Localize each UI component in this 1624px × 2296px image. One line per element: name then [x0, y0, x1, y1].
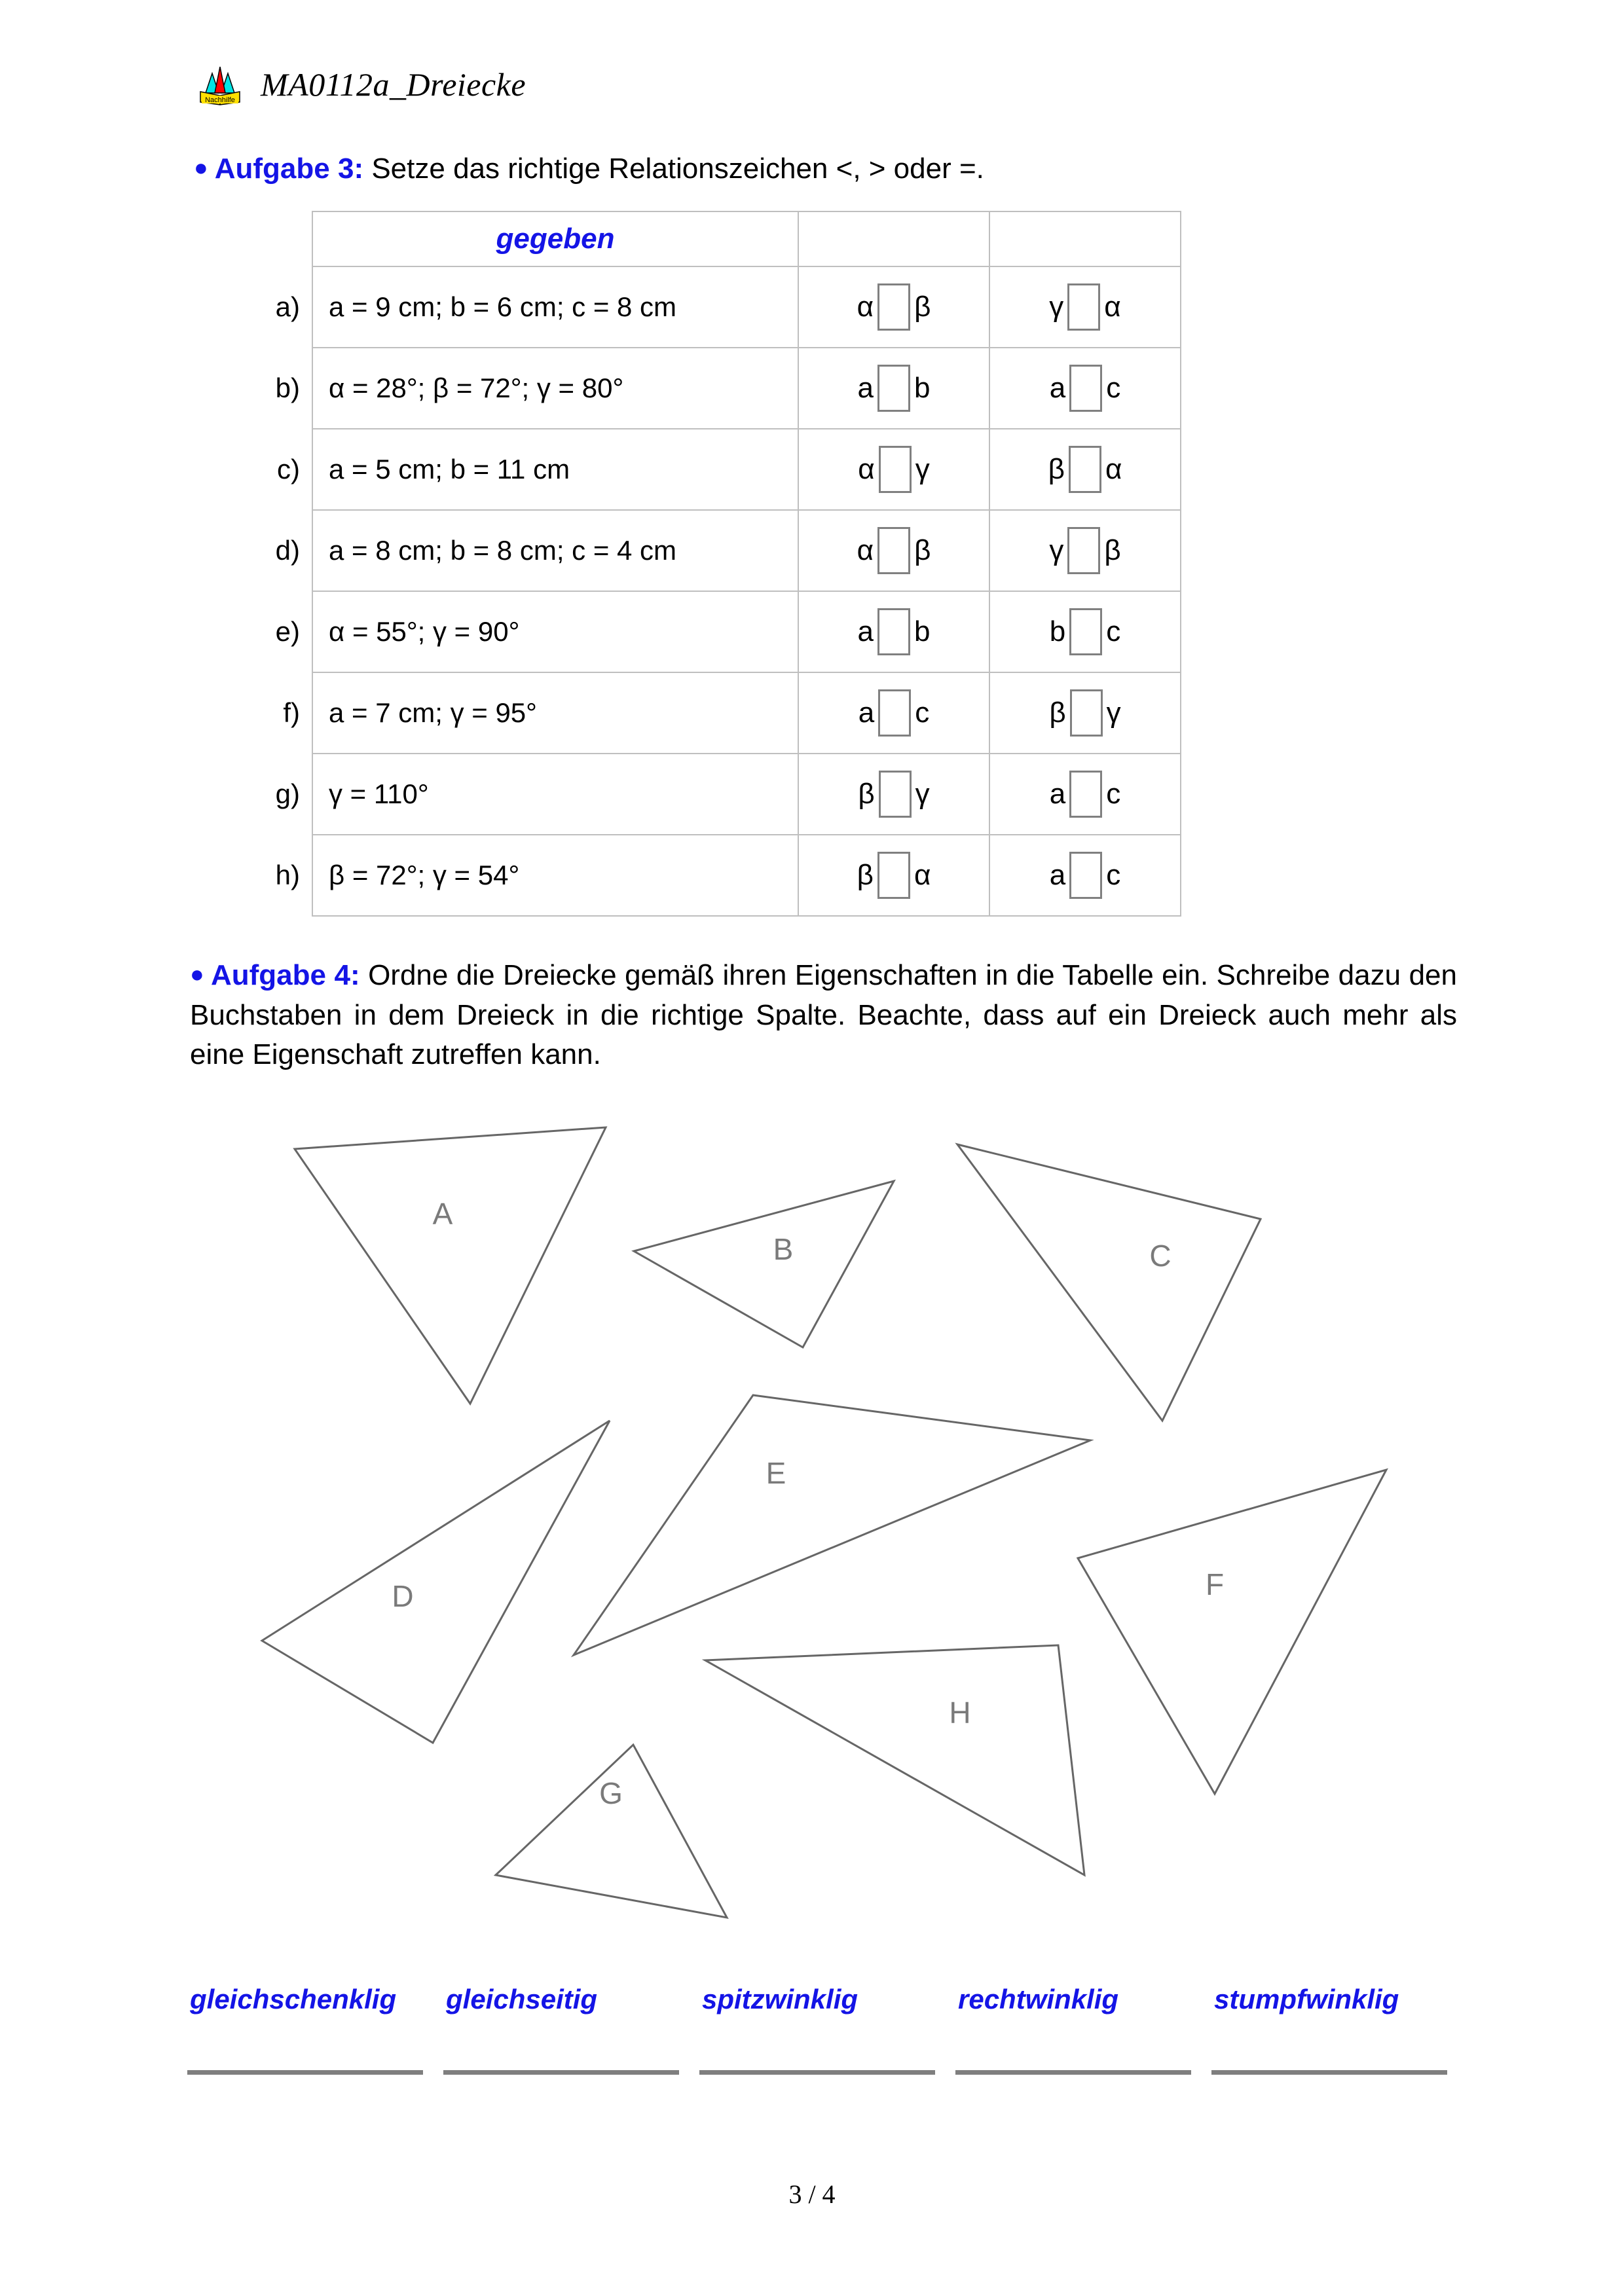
triangle-shape-h [705, 1645, 1084, 1875]
relation-left-symbol: a [857, 615, 874, 647]
table-row [249, 754, 1181, 835]
category-answer-rule[interactable] [955, 2070, 1191, 2075]
relation-answer-box[interactable] [1067, 527, 1100, 574]
relation-right-symbol: γ [915, 778, 930, 810]
triangle-shape-a [295, 1127, 606, 1404]
triangle-shape-c [957, 1144, 1261, 1421]
triangle-label-f: F [1205, 1567, 1225, 1602]
relation-left-symbol: β [858, 778, 875, 810]
relation-answer-box[interactable] [1070, 689, 1103, 737]
row-given: α = 55°; γ = 90° [312, 591, 798, 672]
row-label: c) [277, 454, 300, 484]
row-label: d) [275, 535, 300, 566]
relation-right-symbol: b [914, 615, 931, 647]
task3-heading [194, 149, 984, 189]
category-label: gleichseitig [446, 1984, 598, 2014]
relation-answer-box[interactable] [877, 283, 910, 331]
relation-left-symbol: a [858, 697, 875, 729]
relation-left-symbol: a [1049, 372, 1066, 404]
row-given: a = 7 cm; γ = 95° [312, 672, 798, 754]
table-row [249, 835, 1181, 916]
row-relation-1 [798, 348, 989, 429]
relation-right-symbol: c [915, 697, 930, 729]
triangle-label-e: E [766, 1456, 786, 1491]
row-relation-2 [989, 754, 1181, 835]
relation-table-body [249, 211, 1181, 916]
relation-left-symbol: β [1048, 453, 1065, 485]
row-relation-1 [798, 754, 989, 835]
row-relation-1 [798, 835, 989, 916]
row-relation-1 [798, 591, 989, 672]
relation-left-symbol: a [1049, 859, 1066, 891]
relation-answer-box[interactable] [877, 852, 910, 899]
relation-answer-box[interactable] [877, 365, 910, 412]
table-row [249, 266, 1181, 348]
row-label: g) [275, 778, 300, 809]
category-label: spitzwinklig [702, 1984, 858, 2014]
row-label: f) [283, 697, 300, 728]
row-label: e) [275, 616, 300, 647]
row-relation-1 [798, 510, 989, 591]
category-label: rechtwinklig [958, 1984, 1119, 2014]
row-relation-1 [798, 266, 989, 348]
triangle-label-b: B [773, 1232, 794, 1267]
row-relation-2 [989, 429, 1181, 510]
relation-answer-box[interactable] [879, 771, 912, 818]
relation-right-symbol: γ [1106, 697, 1121, 729]
relation-left-symbol: β [857, 859, 874, 891]
table-row [249, 510, 1181, 591]
document-title: MA0112a_Dreiecke [261, 66, 526, 103]
relation-right-symbol: γ [915, 453, 930, 485]
relation-left-symbol: γ [1049, 534, 1064, 566]
relation-left-symbol: a [857, 372, 874, 404]
relation-answer-box[interactable] [1067, 283, 1100, 331]
triangle-label-d: D [392, 1579, 414, 1614]
relation-right-symbol: c [1106, 372, 1121, 404]
relation-right-symbol: α [1104, 291, 1121, 323]
task4-label: Aufgabe 4: [211, 959, 360, 991]
relation-answer-box[interactable] [1069, 608, 1102, 655]
header-rel1-cell [798, 211, 989, 266]
relation-right-symbol: b [914, 372, 931, 404]
category-column-rechtwinklig [955, 1984, 1211, 2075]
relation-left-symbol: γ [1049, 291, 1064, 323]
relation-right-symbol: c [1106, 615, 1121, 647]
row-given: a = 9 cm; b = 6 cm; c = 8 cm [312, 266, 798, 348]
header-given-cell: gegeben [312, 211, 798, 266]
relation-answer-box[interactable] [877, 608, 910, 655]
category-answer-rule[interactable] [1211, 2070, 1447, 2075]
task3-label: Aufgabe 3: [214, 153, 364, 185]
row-given: γ = 110° [312, 754, 798, 835]
relation-answer-box[interactable] [1069, 852, 1102, 899]
row-given: a = 8 cm; b = 8 cm; c = 4 cm [312, 510, 798, 591]
relation-left-symbol: α [858, 453, 875, 485]
task4-heading [190, 956, 1457, 1075]
relation-left-symbol: a [1049, 778, 1066, 810]
relation-answer-box[interactable] [1069, 446, 1101, 493]
relation-answer-box[interactable] [879, 446, 912, 493]
relation-left-symbol: b [1049, 615, 1066, 647]
relation-left-symbol: α [857, 291, 874, 323]
relation-table [249, 211, 1181, 917]
table-row [249, 348, 1181, 429]
table-header-row [249, 211, 1181, 266]
relation-right-symbol: β [1104, 534, 1121, 566]
page-number: 3 / 4 [788, 2179, 836, 2209]
row-relation-1 [798, 672, 989, 754]
category-column-gleichseitig [443, 1984, 699, 2075]
triangle-shape-b [634, 1181, 894, 1347]
category-column-spitzwinklig [699, 1984, 955, 2075]
relation-right-symbol: α [913, 859, 931, 891]
category-row [187, 1984, 1467, 2075]
relation-right-symbol: c [1106, 859, 1121, 891]
category-answer-rule[interactable] [187, 2070, 423, 2075]
triangle-shape-g [496, 1745, 727, 1918]
category-label: gleichschenklig [190, 1984, 397, 2014]
category-column-stumpfwinklig [1211, 1984, 1467, 2075]
relation-right-symbol: β [914, 291, 931, 323]
task3-instruction: Setze das richtige Relationszeichen <, > oder =. [363, 153, 984, 185]
row-relation-2 [989, 266, 1181, 348]
triangle-label-a: A [432, 1197, 453, 1231]
row-relation-2 [989, 510, 1181, 591]
row-given: α = 28°; β = 72°; γ = 80° [312, 348, 798, 429]
relation-left-symbol: β [1049, 697, 1066, 729]
category-label: stumpfwinklig [1214, 1984, 1399, 2014]
row-relation-2 [989, 591, 1181, 672]
svg-text:Nachhilfe: Nachhilfe [205, 96, 235, 104]
triangle-label-h: H [949, 1696, 971, 1730]
row-relation-2 [989, 672, 1181, 754]
category-answer-rule[interactable] [443, 2070, 679, 2075]
table-row [249, 429, 1181, 510]
document-header [196, 63, 526, 106]
category-column-gleichschenklig [187, 1984, 443, 2075]
relation-right-symbol: c [1106, 778, 1121, 810]
row-relation-1 [798, 429, 989, 510]
table-row [249, 672, 1181, 754]
row-given: β = 72°; γ = 54° [312, 835, 798, 916]
header-rel2-cell [989, 211, 1181, 266]
row-given: a = 5 cm; b = 11 cm [312, 429, 798, 510]
relation-right-symbol: α [1105, 453, 1122, 485]
bullet-icon: ● [194, 153, 208, 181]
bullet-icon: ● [190, 960, 204, 987]
relation-right-symbol: β [914, 534, 931, 566]
relation-answer-box[interactable] [1069, 365, 1102, 412]
relation-left-symbol: α [857, 534, 874, 566]
relation-answer-box[interactable] [1069, 771, 1102, 818]
table-row [249, 591, 1181, 672]
relation-answer-box[interactable] [878, 689, 911, 737]
triangle-shape-f [1078, 1470, 1386, 1794]
relation-answer-box[interactable] [877, 527, 910, 574]
task4-instruction: Ordne die Dreiecke gemäß ihren Eigenschaften in die Tabelle ein. Schreibe dazu den Buchstaben in dem Dreieck in die richtige Spalte. Beachte, dass auf ein Dreieck auch mehr als eine Eigenschaft zutreffen kann. [190, 959, 1457, 1071]
triangle-shape-e [574, 1395, 1090, 1655]
triangle-label-c: C [1149, 1239, 1172, 1273]
row-relation-2 [989, 348, 1181, 429]
nachhilfe-mountain-book-icon [196, 63, 244, 106]
row-relation-2 [989, 835, 1181, 916]
triangle-shape-d [262, 1421, 610, 1743]
triangle-label-g: G [599, 1776, 623, 1811]
row-label: a) [275, 291, 300, 322]
row-label: h) [275, 860, 300, 890]
row-label: b) [275, 373, 300, 403]
category-answer-rule[interactable] [699, 2070, 935, 2075]
header-label-cell [249, 211, 312, 266]
